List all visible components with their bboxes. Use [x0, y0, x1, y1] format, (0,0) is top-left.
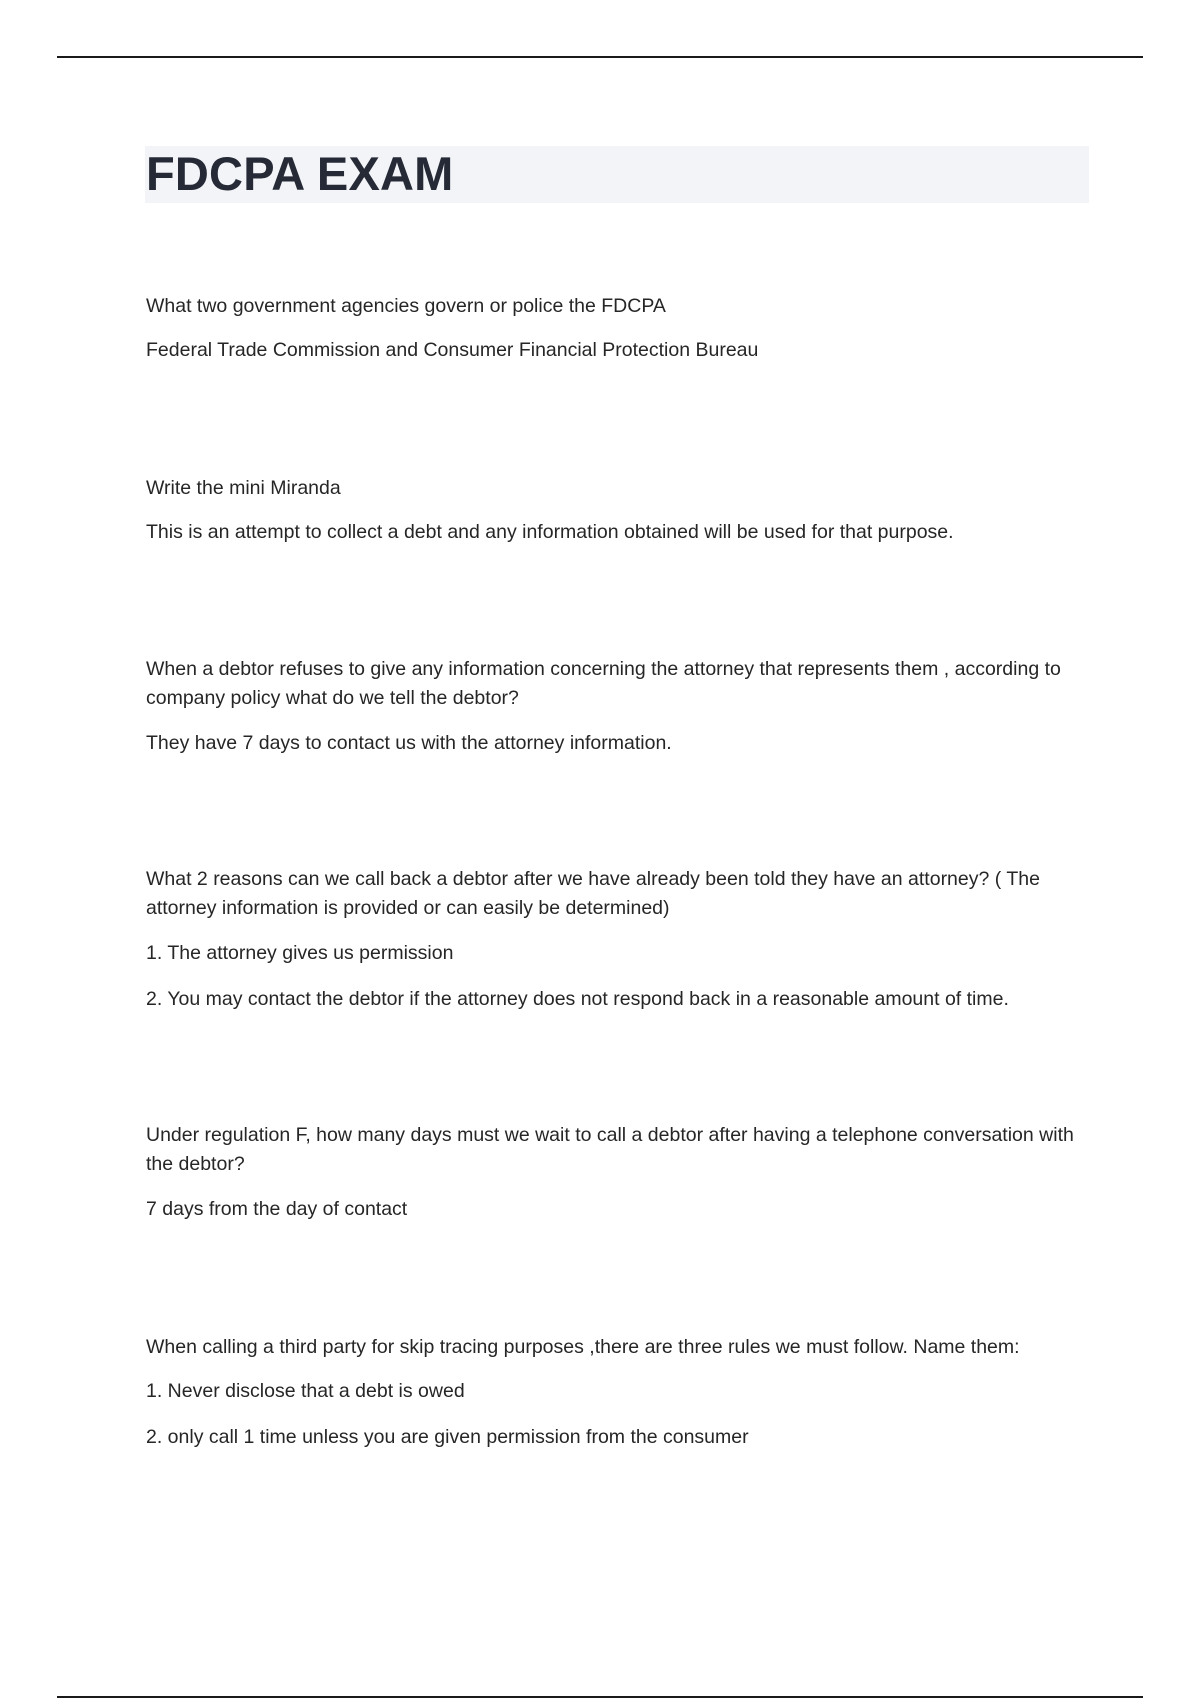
answer-text: 2. only call 1 time unless you are given permission from the consumer	[146, 1426, 749, 1448]
question-text: Under regulation F, how many days must we wait to call a debtor after having a telephone conversation with the debtor?	[146, 1124, 1074, 1175]
question-text: When calling a third party for skip tracing purposes ,there are three rules we must follow. Name them:	[146, 1336, 1020, 1358]
bottom-rule	[57, 1696, 1143, 1698]
qa-answer-6b	[146, 1423, 1090, 1452]
answer-text: This is an attempt to collect a debt and any information obtained will be used for that purpose.	[146, 521, 954, 543]
answer-text: 2. You may contact the debtor if the attorney does not respond back in a reasonable amount of time.	[146, 988, 1009, 1010]
qa-item-6	[146, 1333, 1090, 1362]
qa-answer-4b	[146, 985, 1090, 1014]
answer-text: Federal Trade Commission and Consumer Financial Protection Bureau	[146, 339, 759, 361]
qa-answer-2	[146, 518, 1090, 547]
answer-text: They have 7 days to contact us with the attorney information.	[146, 732, 672, 754]
qa-answer-6a	[146, 1377, 1090, 1406]
qa-answer-4a	[146, 939, 1090, 968]
page-title: FDCPA EXAM	[146, 147, 454, 200]
qa-item-4	[146, 865, 1090, 923]
qa-item-5	[146, 1121, 1090, 1179]
question-text: What two government agencies govern or police the FDCPA	[146, 295, 666, 317]
answer-text: 1. The attorney gives us permission	[146, 942, 454, 964]
question-text: When a debtor refuses to give any information concerning the attorney that represents them , according to company policy what do we tell the debtor?	[146, 658, 1061, 709]
qa-answer-5	[146, 1195, 1090, 1224]
qa-item-3	[146, 655, 1090, 713]
top-rule	[57, 56, 1143, 58]
qa-item-1	[146, 292, 1090, 321]
question-text: What 2 reasons can we call back a debtor after we have already been told they have an attorney? ( The attorney information is provided or can easily be determined)	[146, 868, 1040, 919]
qa-answer-1	[146, 336, 1090, 365]
question-text: Write the mini Miranda	[146, 477, 341, 499]
answer-text: 7 days from the day of contact	[146, 1198, 408, 1220]
qa-answer-3	[146, 729, 1090, 758]
answer-text: 1. Never disclose that a debt is owed	[146, 1380, 465, 1402]
qa-item-2	[146, 474, 1090, 503]
